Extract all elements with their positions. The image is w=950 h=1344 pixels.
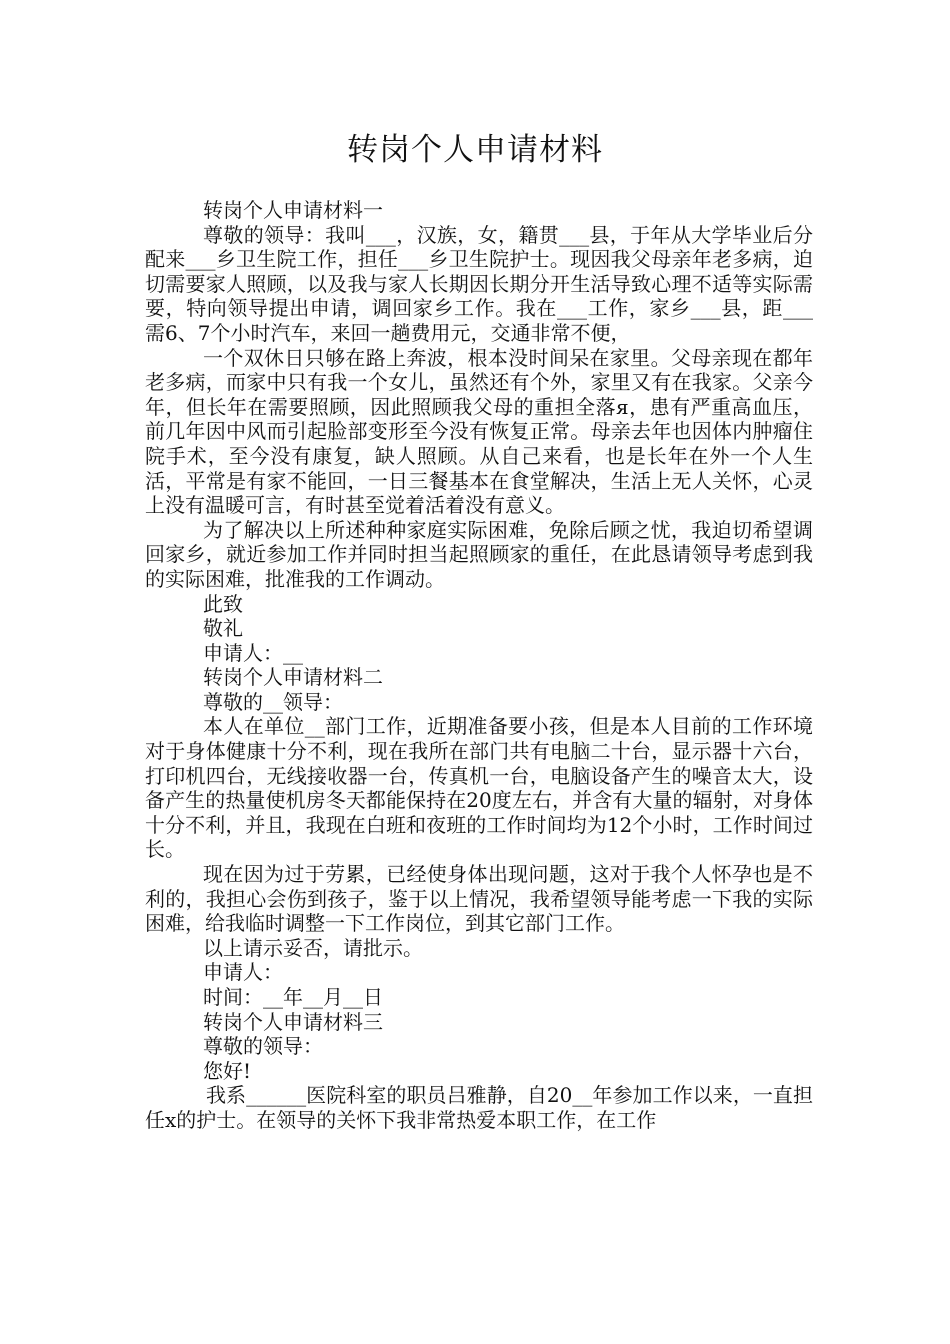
- salutation: 尊敬的__领导：: [203, 689, 343, 714]
- paragraph: 为了解决以上所述种种家庭实际困难，免除后顾之忧，我迫切希望调回家乡，就近参加工作并同时担当起照顾家的重任，在此恳请领导考虑到我的实际困难，批准我的工作调动。: [145, 517, 813, 591]
- paragraph: 现在因为过于劳累，已经使身体出现问题，这对于我个人怀孕也是不利的，我担心会伤到孩子，鉴于以上情况，我希望领导能考虑一下我的实际困难，给我临时调整一下工作岗位，到其它部门工作。: [145, 862, 813, 936]
- greeting: 您好!: [203, 1058, 252, 1083]
- section-heading-1: 转岗个人申请材料一: [203, 198, 383, 222]
- paragraph: 本人在单位__部门工作，近期准备要小孩，但是本人目前的工作环境对于身体健康十分不利，现在我所在部门共有电脑二十台，显示器十六台，打印机四台，无线接收器一台，传真机一台，电脑设备产生的噪音太大，设备产生的热量使机房冬天都能保持在20度左右，并含有大量的辐射，对身体十分不利，并且，我现在白班和夜班的工作时间均为12个小时，工作时间过长。: [145, 714, 813, 862]
- paragraph: 尊敬的领导：我叫___，汉族，女，籍贯___县，于年从大学毕业后分配来___乡卫生院工作，担任___乡卫生院护士。现因我父母亲年老多病，迫切需要家人照顾，以及我与家人长期因长期分开生活导致心理不适等实际需要，特向领导提出申请，调回家乡工作。我在___工作，家乡___县，距___需6、7个小时汽车，来回一趟费用元，交通非常不便，: [145, 222, 813, 345]
- applicant-line: 申请人：: [203, 960, 283, 985]
- document-body: [145, 198, 813, 1133]
- closing-line: 此致: [203, 591, 243, 616]
- closing-line: 敬礼: [203, 616, 243, 641]
- closing-line: 以上请示妥否，请批示。: [203, 935, 423, 960]
- paragraph: 我系______医院科室的职员吕雅静，自20__年参加工作以来，一直担任x的护士。在领导的关怀下我非常热爱本职工作，在工作: [145, 1083, 813, 1132]
- applicant-line: 申请人：__: [203, 640, 303, 665]
- document-title: 转岗个人申请材料: [347, 132, 603, 168]
- date-line: 时间：__年__月__日: [203, 985, 383, 1009]
- section-heading-2: 转岗个人申请材料二: [203, 665, 383, 690]
- paragraph: 一个双休日只够在路上奔波，根本没时间呆在家里。父母亲现在都年老多病，而家中只有我一个女儿，虽然还有个外，家里又有在我家。父亲今年，但长年在需要照顾，因此照顾我父母的重担全落я，患有严重高血压，前几年因中风而引起脸部变形至今没有恢复正常。母亲去年也因体内肿瘤住院手术，至今没有康复，缺人照顾。从自己来看，也是长年在外一个人生活，平常是有家不能回，一日三餐基本在食堂解决，生活上无人关怀，心灵上没有温暖可言，有时甚至觉着活着没有意义。: [145, 345, 813, 518]
- section-heading-3: 转岗个人申请材料三: [203, 1009, 383, 1034]
- salutation: 尊敬的领导：: [203, 1034, 323, 1059]
